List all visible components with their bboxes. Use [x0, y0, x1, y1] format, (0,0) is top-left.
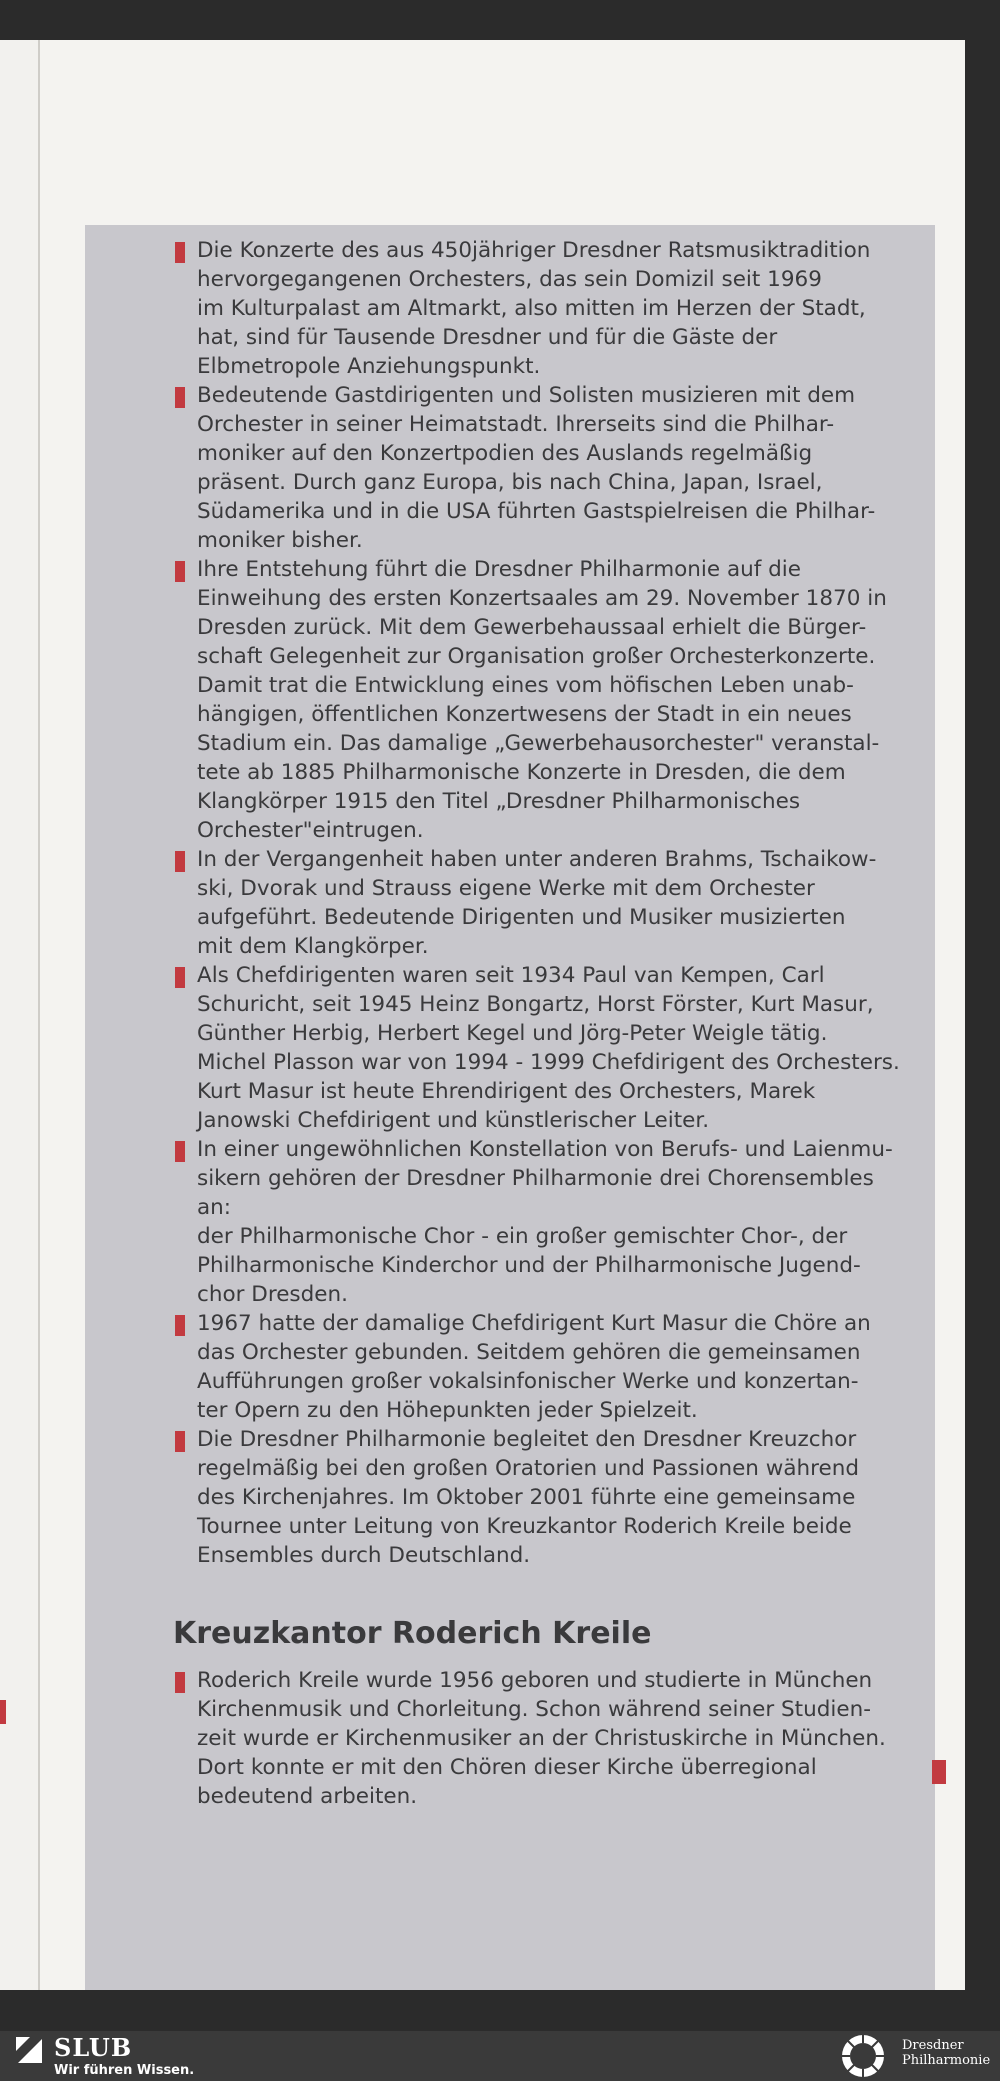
- section-title: Kreuzkantor Roderich Kreile: [173, 1616, 652, 1651]
- bullet-marker-icon: [175, 387, 185, 408]
- paragraph-text: 1967 hatte der damalige Chefdirigent Kurt Masur die Chöre an das Orchester gebunden. Seitdem gehören die gemeinsamen Aufführungen großer vokalsinfonischer Werke und konzertan- ter Opern zu den Höhepunkten jeder Spielzeit.: [197, 1311, 871, 1423]
- bullet-marker-icon: [175, 967, 185, 988]
- paragraph-text: Die Dresdner Philharmonie begleitet den Dresdner Kreuzchor regelmäßig bei den großen Oratorien und Passionen während des Kirchenjahres. Im Oktober 2001 führte eine gemeinsame Tournee unter Leitung von Kreuzkantor Roderich Kreile beide Ensembles durch Deutschland.: [197, 1427, 860, 1568]
- paragraph: [133, 1135, 903, 1309]
- paragraph-text: In der Vergangenheit haben unter anderen Brahms, Tschaikow- ski, Dvorak und Strauss eigene Werke mit dem Orchester aufgeführt. Bedeutende Dirigenten und Musiker musizierten mit dem Klangkörper.: [197, 847, 877, 959]
- orchestra-name: [902, 2038, 990, 2068]
- right-edge-marker: [932, 1760, 946, 1784]
- paragraph: [133, 555, 903, 845]
- paragraph: [133, 845, 903, 961]
- paragraph-text: In einer ungewöhnlichen Konstellation von Berufs- und Laienmu- sikern gehören der Dresdner Philharmonie drei Chorensembles an: der Philharmonische Chor - ein großer gemischter Chor-, der Philharmonische Kinderchor und der Philharmonische Jugend- chor Dresden.: [197, 1137, 893, 1307]
- paragraph: [133, 1309, 903, 1425]
- paragraph: [133, 1425, 903, 1570]
- left-page-marker: [0, 1700, 6, 1724]
- paragraph-text: Bedeutende Gastdirigenten und Solisten musizieren mit dem Orchester in seiner Heimatstadt. Ihrerseits sind die Philhar- moniker auf den Konzertpodien des Auslands regelmäßig präsent. Durch ganz Europa, bis nach China, Japan, Israel, Südamerika und in die USA führten Gastspielreisen die Philhar- moniker bisher.: [197, 383, 876, 553]
- paragraph-text: Roderich Kreile wurde 1956 geboren und studierte in München Kirchenmusik und Chorleitung. Schon während seiner Studien- zeit wurde er Kirchenmusiker an der Christuskirche in München. Dort konnte er mit den Chören dieser Kirche überregional bedeutend arbeiten.: [197, 1668, 886, 1809]
- library-name[interactable]: SLUB: [54, 2033, 133, 2062]
- paragraph: [133, 961, 903, 1135]
- paragraph: [133, 236, 903, 381]
- orchestra-name-line1: Dresdner: [902, 2038, 964, 2053]
- orchestra-name-line2: Philharmonie: [902, 2053, 991, 2068]
- paragraph-text: Als Chefdirigenten waren seit 1934 Paul van Kempen, Carl Schuricht, seit 1945 Heinz Bongartz, Horst Förster, Kurt Masur, Günther Herbig, Herbert Kegel und Jörg-Peter Weigle tätig. Michel Plasson war von 1994 - 1999 Chefdirigent des Orchesters. Kurt Masur ist heute Ehrendirigent des Orchesters, Marek Janowski Chefdirigent und künstlerischer Leiter.: [197, 963, 900, 1133]
- paragraph-text: Die Konzerte des aus 450jähriger Dresdner Ratsmusiktradition hervorgegangenen Orchesters, das sein Domizil seit 1969 im Kulturpalast am Altmarkt, also mitten im Herzen der Stadt, hat, sind für Tausende Dresdner und für die Gäste der Elbmetropole Anziehungspunkt.: [197, 238, 871, 379]
- bullet-marker-icon: [175, 851, 185, 872]
- left-page-edge: [0, 40, 40, 1990]
- bullet-marker-icon: [175, 1141, 185, 1162]
- bullet-marker-icon: [175, 242, 185, 263]
- bullet-marker-icon: [175, 1431, 185, 1452]
- slub-logo-icon[interactable]: [14, 2035, 44, 2065]
- bullet-marker-icon: [175, 1672, 185, 1693]
- paragraph: [133, 381, 903, 555]
- paragraph-text: Ihre Entstehung führt die Dresdner Philharmonie auf die Einweihung des ersten Konzertsaales am 29. November 1870 in Dresden zurück. Mit dem Gewerbehaussaal erhielt die Bürger- schaft Gelegenheit zur Organisation großer Orchesterkonzerte. Damit trat die Entwicklung eines vom höfischen Leben unab- hängigen, öffentlichen Konzertwesens der Stadt in ein neues Stadium ein. Das damalige „Gewerbehausorchester" veranstal- tete ab 1885 Philharmonische Konzerte in Dresden, die dem Klangkörper 1915 den Titel „Dresdner Philharmonisches Orchester"eintrugen.: [197, 557, 887, 843]
- document-content: [133, 236, 903, 1811]
- bullet-marker-icon: [175, 561, 185, 582]
- bullet-marker-icon: [175, 1315, 185, 1336]
- orchestra-logo-icon[interactable]: [840, 2033, 886, 2079]
- viewer-footer-bar: [0, 2031, 1000, 2081]
- paragraph: [133, 1666, 903, 1811]
- library-tagline: Wir führen Wissen.: [54, 2063, 195, 2078]
